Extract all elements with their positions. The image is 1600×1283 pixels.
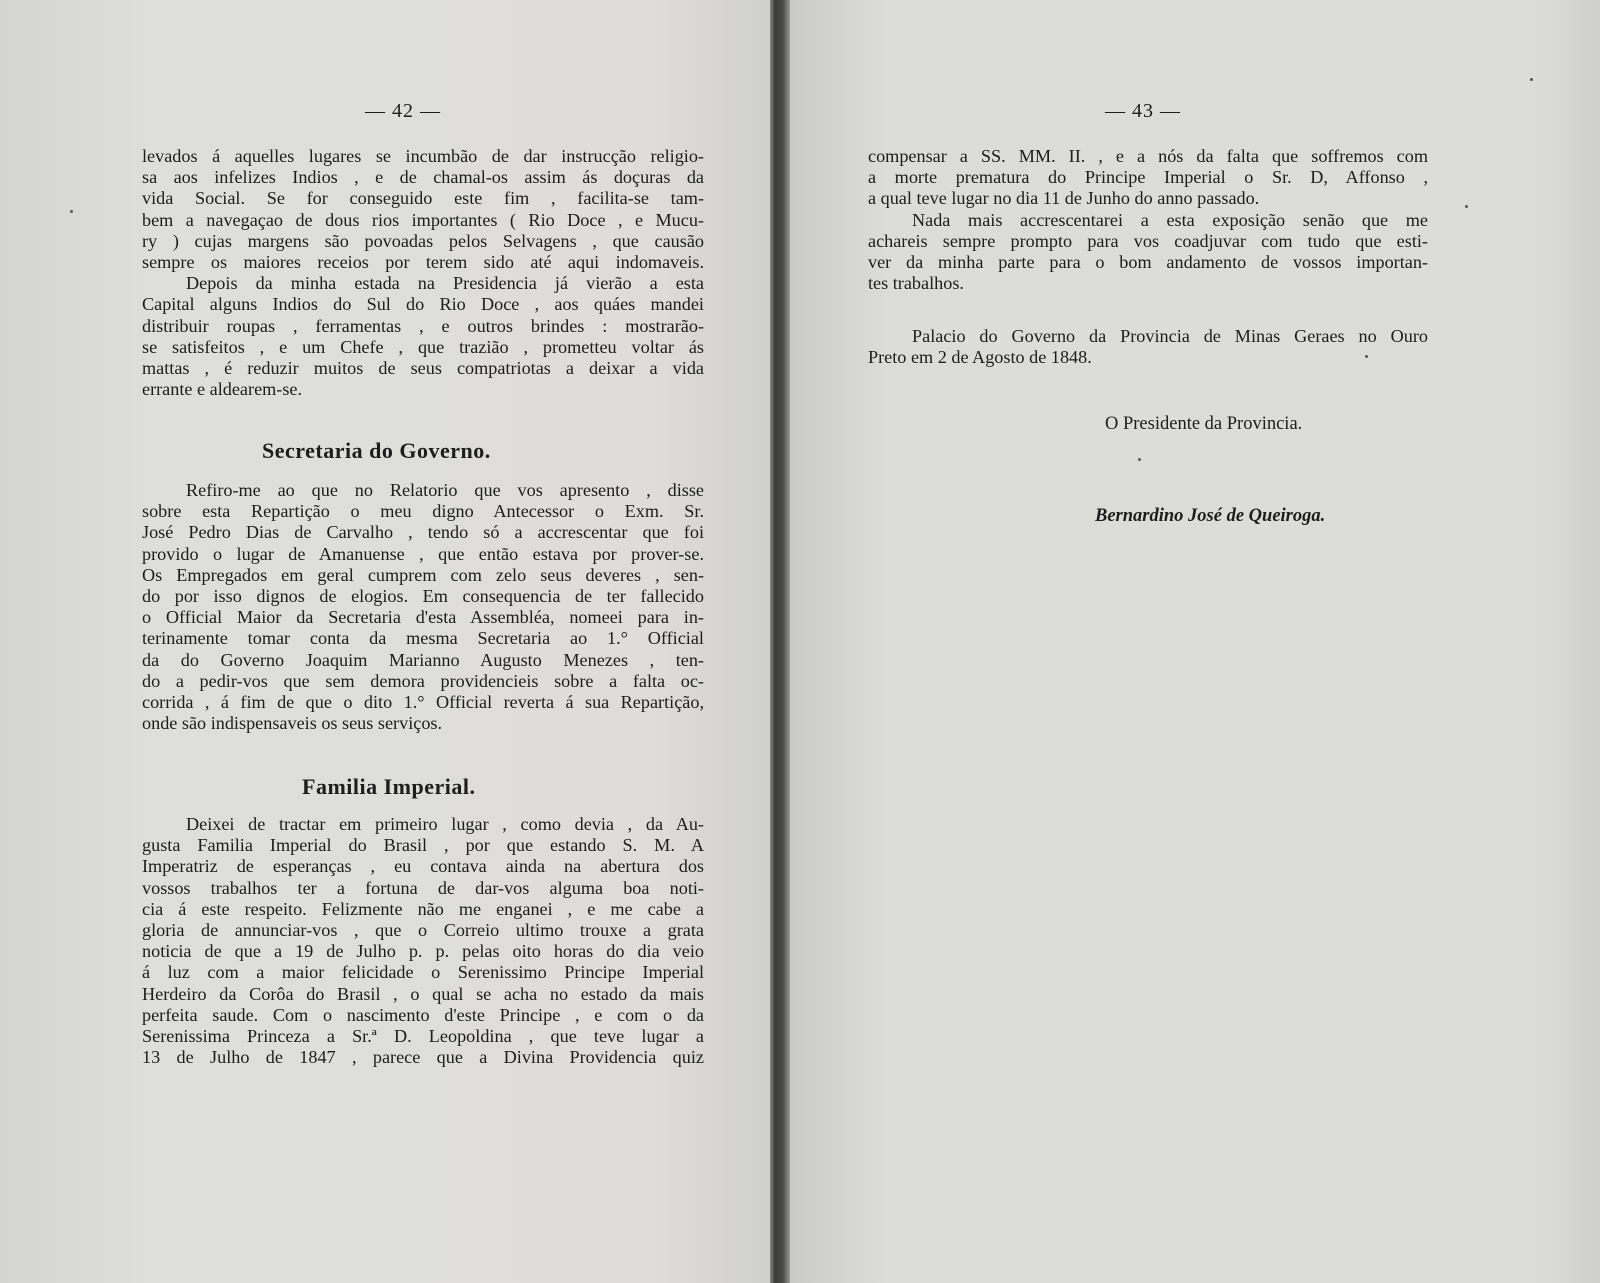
text-line: distribuir roupas , ferramentas , e outros brindes : mostrarão- [142,315,704,336]
text-line: Palacio do Governo da Provincia de Minas Geraes no Ouro [912,326,1428,346]
text-line: noticia de que a 19 de Julho p. p. pelas oito horas do dia veio [142,941,704,962]
text-line: corrida , á fim de que o dito 1.° Official reverta á sua Repartição, [142,692,704,713]
text-line: errante e aldearem-se. [142,379,303,400]
section-heading-secretaria: Secretaria do Governo. [262,438,491,463]
signature-name: Bernardino José de Queiroga. [1095,506,1326,526]
signature-title: O Presidente da Provincia. [1105,414,1303,434]
text-line: sempre os maiores receios por terem sido até aqui indomaveis. [142,252,704,273]
text-line: vossos trabalhos ter a fortuna de dar-vos alguma boa noti- [142,877,704,898]
text-line: á luz com a maior felicidade o Serenissimo Principe Imperial [142,962,704,983]
text-line: do por isso dignos de elogios. Em consequencia de ter fallecido [142,586,704,607]
text-line: gloria de annunciar-vos , que o Correio ultimo trouxe a grata [142,920,704,941]
secretaria-paragraph [142,480,704,734]
section-heading-familia: Familia Imperial. [302,774,476,799]
text-line: Preto em 2 de Agosto de 1848. [868,347,1092,368]
place-and-date [868,326,1428,368]
text-line: onde são indispensaveis os seus serviços. [142,713,443,734]
text-line: gusta Familia Imperial do Brasil , por que estando S. M. A [142,835,704,856]
text-line: do a pedir-vos que sem demora providencieis sobre a falta oc- [142,670,704,691]
text-line: vida Social. Se for conseguido este fim , facilita-se tam- [142,188,704,209]
text-line: ry ) cujas margens são povoadas pelos Selvagens , que causão [142,230,704,251]
text-line: da do Governo Joaquim Marianno Augusto Menezes , ten- [142,649,704,670]
paper-speck [1138,458,1141,461]
paper-speck [70,210,73,213]
text-line: Imperatriz de esperanças , eu contava ainda na abertura dos [142,856,704,877]
text-line: ver da minha parte para o bom andamento de vossos importan- [868,252,1428,273]
text-line: tes trabalhos. [868,273,964,294]
intro-paragraph [142,146,704,400]
paper-speck [1530,78,1533,81]
text-line: compensar a SS. MM. II. , e a nós da falta que soffremos com [868,146,1428,166]
text-line: Depois da minha estada na Presidencia já vierão a esta [186,273,704,294]
text-line: a qual teve lugar no dia 11 de Junho do anno passado. [868,188,1260,209]
page-number-left: — 42 — [365,100,441,122]
paper-speck [1465,205,1468,208]
text-line: Os Empregados em geral cumprem com zelo seus deveres , sen- [142,564,704,585]
text-line: se satisfeitos , e um Chefe , que trazião , prometteu voltar ás [142,336,704,357]
text-line: Nada mais accrescentarei a esta exposição senão que me [912,209,1428,230]
text-line: Deixei de tractar em primeiro lugar , como devia , da Au- [186,814,704,834]
text-line: perfeita saude. Com o nascimento d'este Principe , e com o da [142,1004,704,1025]
text-line: Herdeiro da Corôa do Brasil , o qual se acha no estado da mais [142,983,704,1004]
text-line: provido o lugar de Amanuense , que então estava por prover-se. [142,543,704,564]
text-line: levados á aquelles lugares se incumbão de dar instrucção religio- [142,146,704,166]
text-line: sobre esta Repartição o meu digno Antecessor o Exm. Sr. [142,501,704,522]
text-line: Capital alguns Indios do Sul do Rio Doce , aos quáes mandei [142,294,704,315]
text-line: a morte prematura do Principe Imperial o Sr. D, Affonso , [868,167,1428,188]
text-line: 13 de Julho de 1847 , parece que a Divina Providencia quiz [142,1047,704,1068]
text-line: mattas , é reduzir muitos de seus compatriotas a deixar a vida [142,358,704,379]
text-line: José Pedro Dias de Carvalho , tendo só a accrescentar que foi [142,522,704,543]
familia-paragraph [142,814,704,1068]
text-line: Refiro-me ao que no Relatorio que vos apresento , disse [186,480,704,500]
paper-speck [1365,355,1368,358]
page-number-right: — 43 — [1105,100,1181,122]
text-line: bem a navegaçao de dous rios importantes ( Rio Doce , e Mucu- [142,209,704,230]
text-line: o Official Maior da Secretaria d'esta Assembléa, nomeei para in- [142,607,704,628]
text-line: sa aos infelizes Indios , e de chamal-os assim ás doçuras da [142,167,704,188]
text-line: cia á este respeito. Felizmente não me enganei , e me cabe a [142,898,704,919]
book-gutter [770,0,790,1283]
text-line: Serenissima Princeza a Sr.ª D. Leopoldina , que teve lugar a [142,1026,704,1047]
closing-paragraph [868,146,1428,294]
text-line: achareis sempre prompto para vos coadjuvar com tudo que esti- [868,230,1428,251]
text-line: terinamente tomar conta da mesma Secretaria ao 1.° Official [142,628,704,649]
